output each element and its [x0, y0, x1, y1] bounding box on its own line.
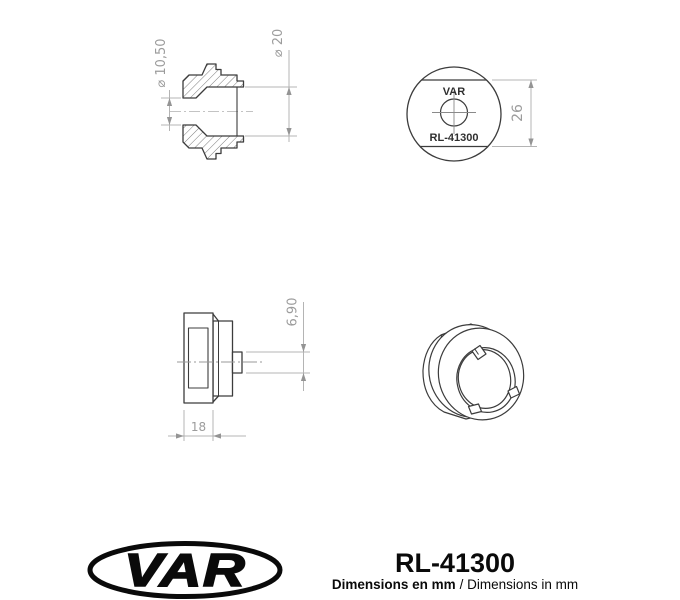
iso-view [420, 317, 532, 428]
dim-label-pilot-height: 6,90 [285, 297, 301, 327]
model-title: RL-41300 [394, 548, 516, 578]
dimensions-note-en: / Dimensions in mm [459, 577, 579, 592]
front-view [407, 67, 537, 161]
section-view [154, 29, 297, 159]
var-logo-text: VAR [124, 544, 246, 596]
dim-label-bore-diameter: ⌀ 10,50 [154, 38, 169, 88]
side-view [168, 298, 310, 441]
side-outline [184, 313, 242, 403]
engraved-model: RL-41300 [429, 132, 479, 144]
dimension-lines [161, 50, 297, 142]
dim-label-opening-diameter: ⌀ 20 [271, 28, 286, 58]
dim-label-flat-to-flat: 26 [510, 104, 526, 122]
dim-label-body-width: 18 [190, 420, 207, 434]
dimensions-note [332, 577, 578, 592]
dimensions-note-fr: Dimensions en mm [331, 577, 456, 592]
footer [90, 544, 578, 597]
lug-bottom [469, 404, 482, 414]
engraved-brand: VAR [442, 86, 466, 98]
